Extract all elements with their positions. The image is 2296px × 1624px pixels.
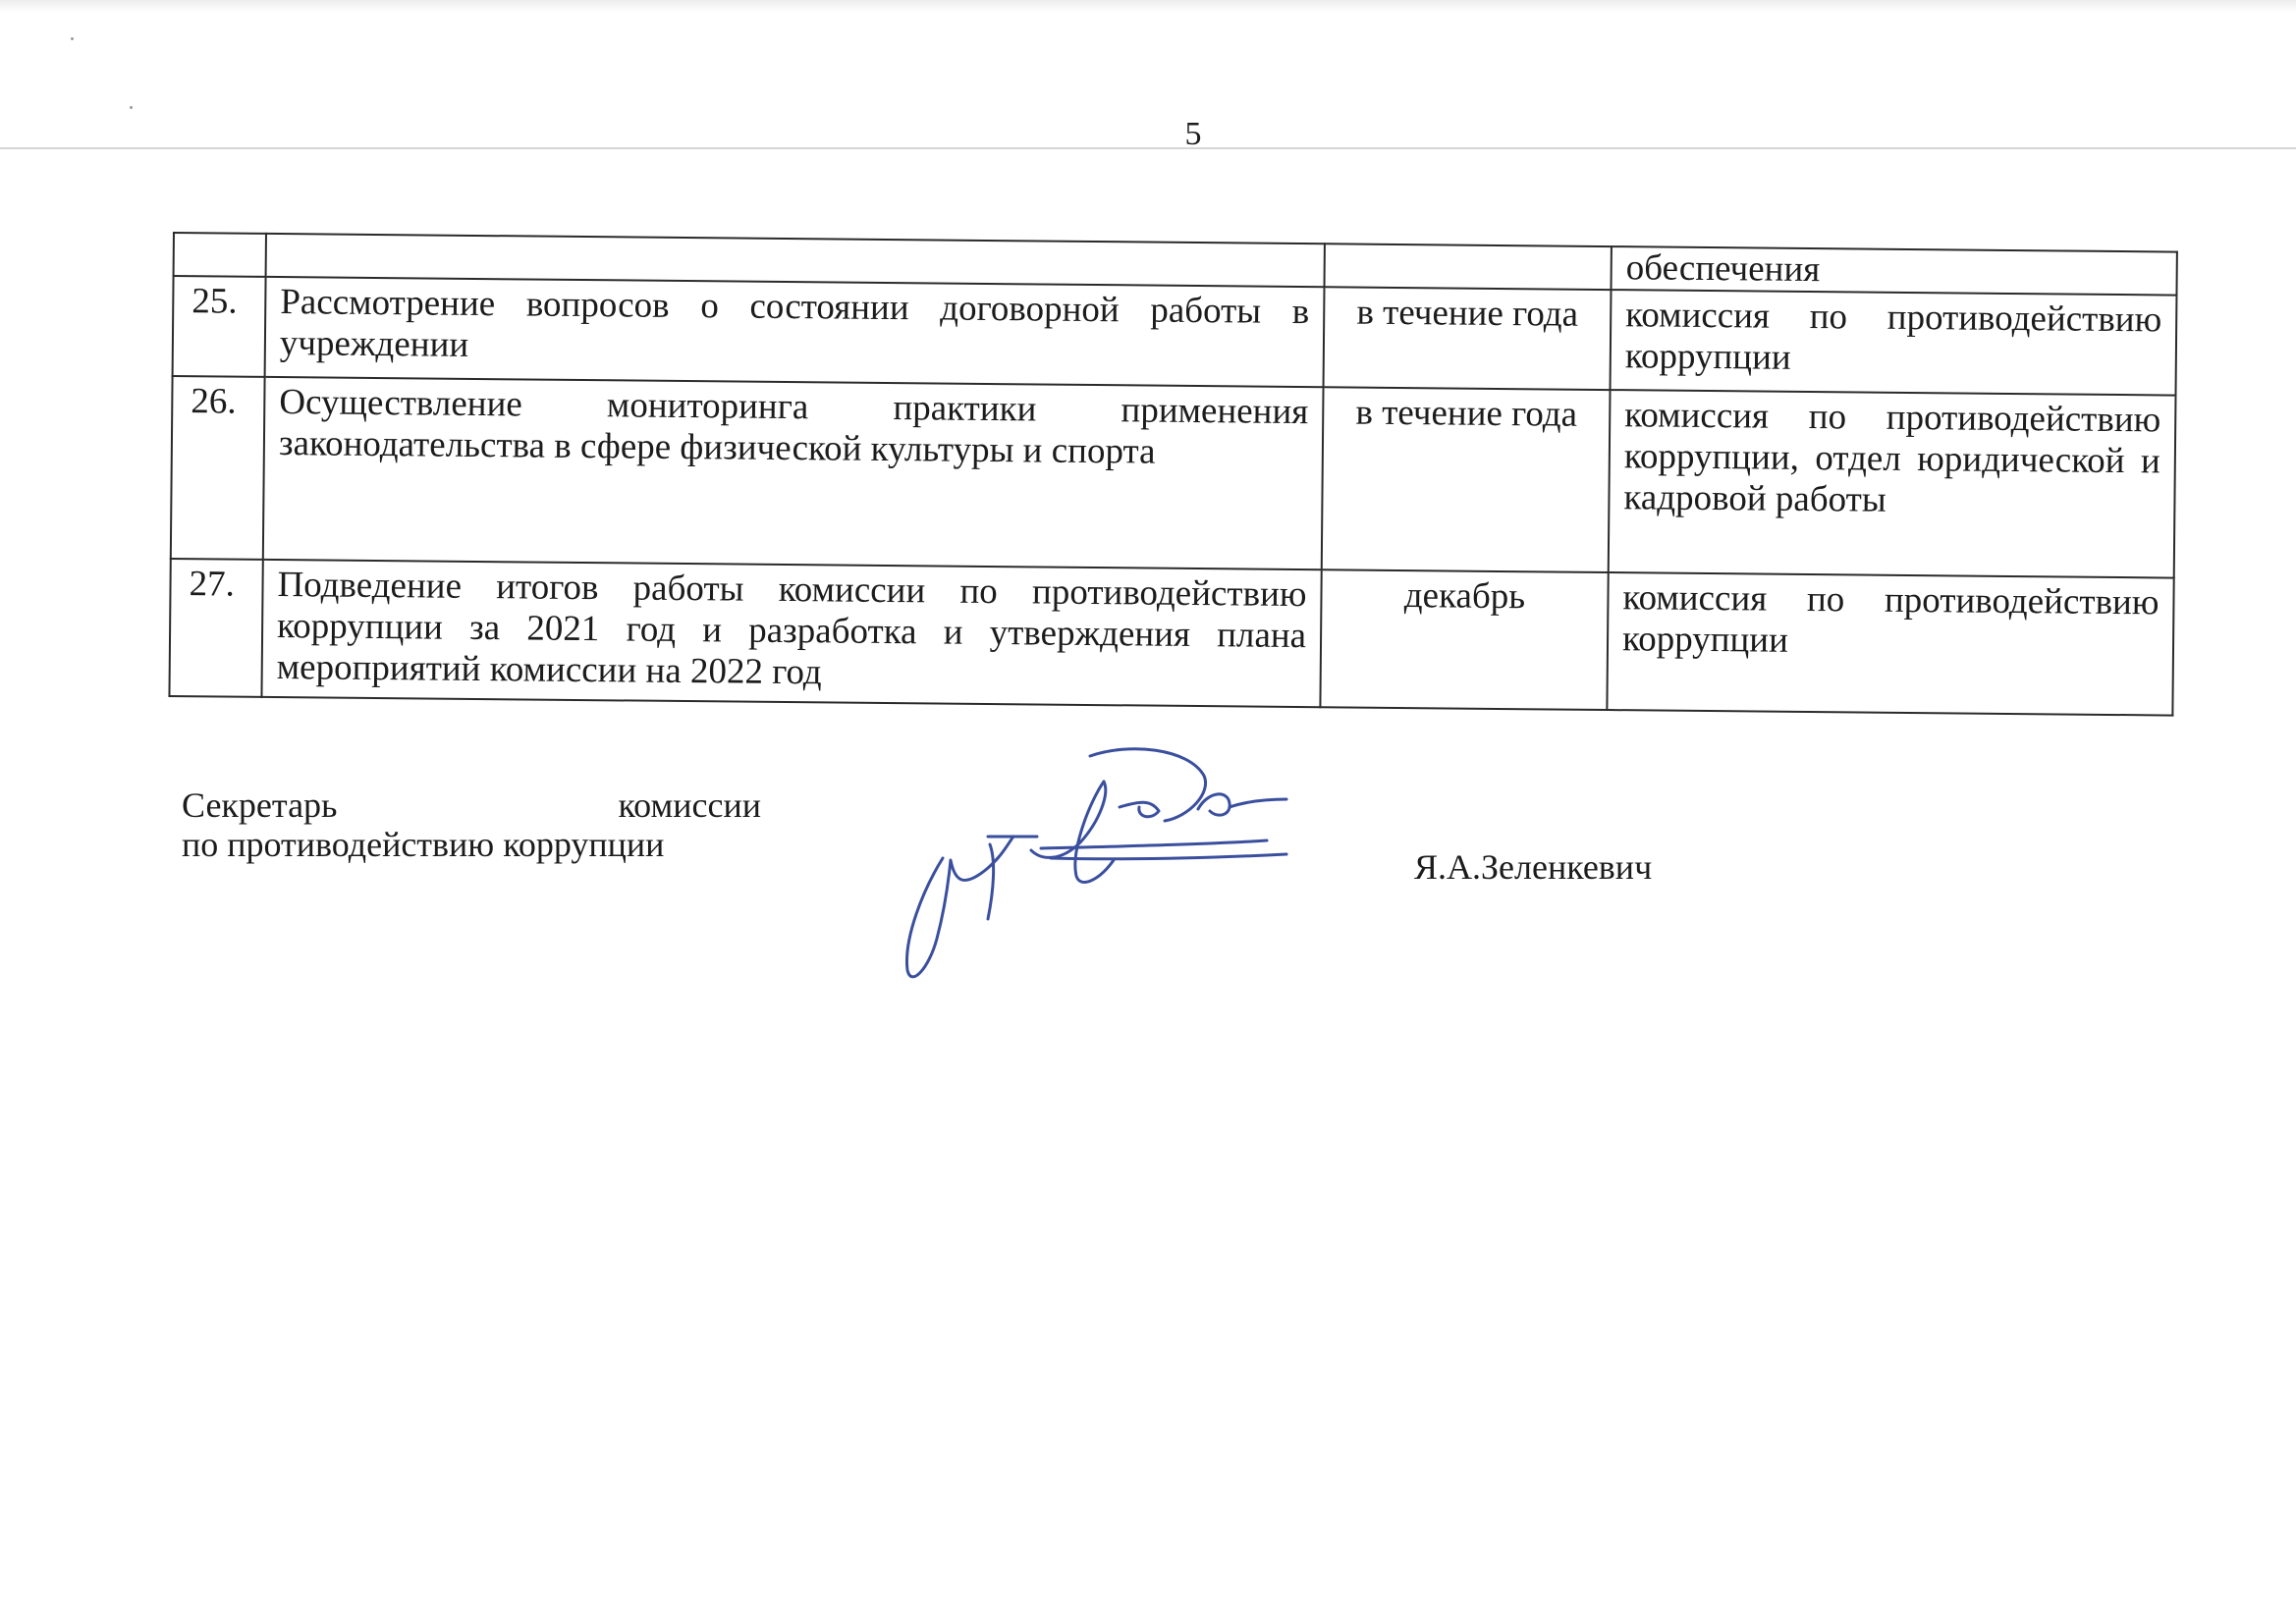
signature-block xyxy=(182,785,771,864)
continuation-responsible: обеспечения xyxy=(1625,247,1821,291)
row-term: в течение года xyxy=(1324,287,1612,390)
scan-speck xyxy=(130,106,133,109)
scan-top-edge xyxy=(0,0,2296,12)
scan-fold-line xyxy=(0,147,2296,149)
signer-role-word1: Секретарь xyxy=(182,785,338,825)
scan-speck xyxy=(71,37,74,40)
page-number: 5 xyxy=(1184,116,1202,152)
plan-table xyxy=(168,232,2177,717)
row-responsible: комиссия по противодействию коррупции, отдел юридической и кадровой работы xyxy=(1609,390,2176,578)
row-term: декабрь xyxy=(1320,569,1608,710)
signer-role-word2: комиссии xyxy=(618,785,761,825)
table-row xyxy=(171,376,2176,578)
row-responsible: комиссия по противодействию коррупции xyxy=(1611,290,2177,396)
table-row xyxy=(173,276,2177,396)
row-activity: Осуществление мониторинга практики применения законодательства в сфере физической культуры и спорта xyxy=(263,377,1324,569)
signer-role-line2: по противодействию коррупции xyxy=(182,825,665,864)
signer-role-line1 xyxy=(182,785,761,825)
row-activity: Подведение итогов работы комиссии по противодействию коррупции за 2021 год и разработка и утверждения плана мероприятий комиссии на 2022 год xyxy=(261,560,1321,707)
signer-name: Я.А.Зеленкевич xyxy=(1414,847,1653,887)
table-row xyxy=(169,559,2173,716)
row-term: в течение года xyxy=(1322,387,1611,572)
row-number: 25. xyxy=(173,276,266,377)
table-cell-num xyxy=(174,233,266,277)
row-responsible: комиссия по противодействию коррупции xyxy=(1607,572,2173,716)
row-number: 26. xyxy=(171,376,265,560)
table-cell-term xyxy=(1325,244,1612,290)
table-cell-responsible xyxy=(1612,246,2177,296)
handwritten-signature xyxy=(894,742,1345,988)
row-activity: Рассмотрение вопросов о состоянии договорной работы в учреждении xyxy=(265,277,1325,387)
row-number: 27. xyxy=(169,559,262,697)
